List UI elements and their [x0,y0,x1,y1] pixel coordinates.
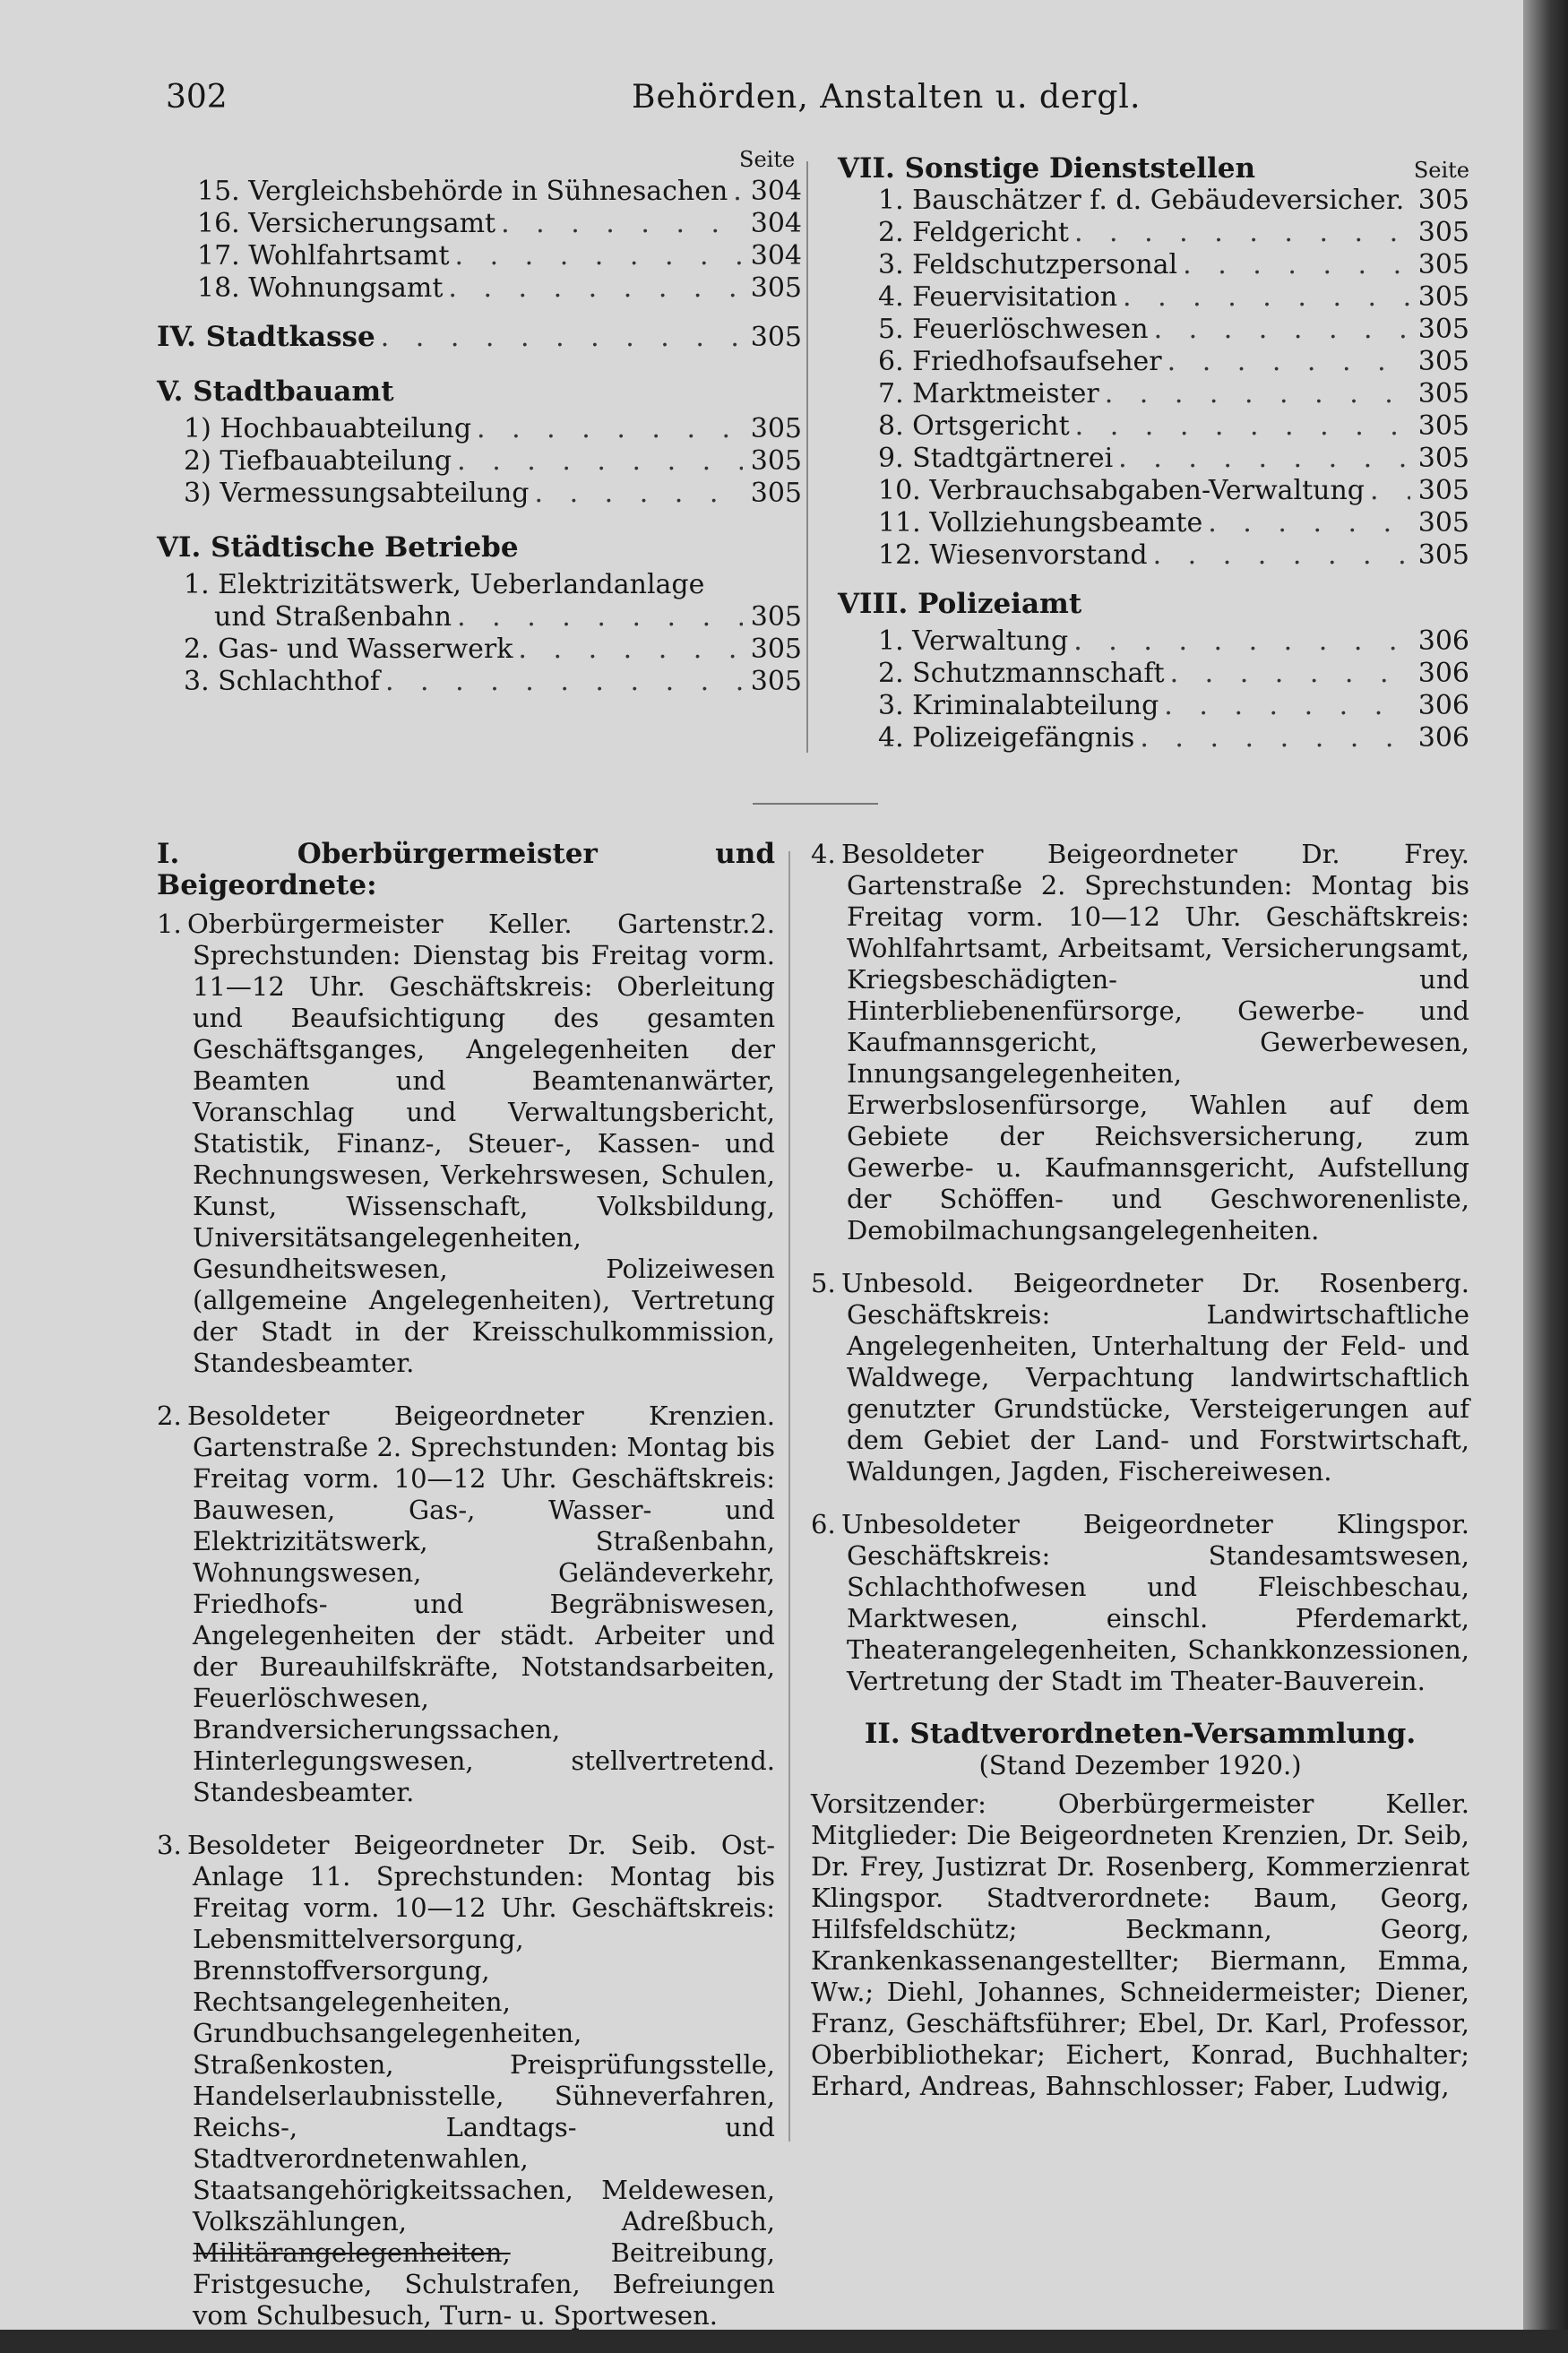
section-separator [753,803,878,805]
entry-text: Besoldeter Beigeordneter Dr. Frey. Gartenstraße 2. Sprechstunden: Montag bis Freitag vorm. 10—12 Uhr. Geschäftskreis: Wohlfahrtsamt, Arbeitsamt, Versicherungsamt, Kriegsbeschädigten- und Hinterbliebenenfürsorge, Gewerbe- und Kaufmannsgericht, Gewerbewesen, Innungsangelegenheiten, Erwerbslosenfürsorge, Wahlen auf dem Gebiete der Reichsversicherung, zum Gewerbe- u. Kaufmannsgericht, Aufstellung der Schöffen- und Geschworenenliste, Demobilmachungsangelegenheiten. [841,839,1469,1245]
entry [157,909,775,1379]
entry-text: Unbesold. Beigeordneter Dr. Rosenberg. Geschäftskreis: Landwirtschaftliche Angelegenheiten, Unterhaltung der Feld- und Waldwege, Verpachtung landwirtschaftlich genutzter Grundstücke, Versteigerungen auf dem Gebiet der Land- und Forstwirtschaft, Waldungen, Jagden, Fischereiwesen. [841,1268,1469,1487]
toc-section-stadtkasse: IV. Stadtkasse . . . 305 [157,321,802,354]
toc-right-column [838,152,1469,754]
entry-number: 2. [157,1401,182,1431]
toc-row: 17. Wohlfahrtsamt . . . 304 [197,240,802,272]
entry-text: Beitreibung, Fristgesuche, Schulstrafen, Befreiungen vom Schulbesuch, Turn- u. Sportwesen. [193,2237,775,2331]
toc-row: 2. Feldgericht . . . 305 [878,217,1469,249]
toc-row: 3. Kriminalabteilung . . . 306 [878,690,1469,722]
entry-number: 6. [811,1509,836,1539]
toc-row: 4. Feuervisitation . . . 305 [878,281,1469,314]
toc-row: 11. Vollziehungsbeamte . . . 305 [878,507,1469,539]
page-header [157,79,1469,124]
toc-row: 3) Vermessungsabteilung . . . 305 [184,478,802,510]
toc-section-polizeiamt: VIII. Polizeiamt [838,588,1082,620]
struck-text: Militärangelegenheiten, [193,2237,511,2268]
running-title: Behörden, Anstalten u. dergl. [632,79,1142,116]
table-of-contents [157,147,1469,780]
toc-row: 1. Bauschätzer f. d. Gebäudeversicher. . . . 305 [878,185,1469,217]
toc-row: 8. Ortsgericht . . . 305 [878,410,1469,443]
entry-text: Besoldeter Beigeordneter Krenzien. Gartenstraße 2. Sprechstunden: Montag bis Freitag vorm. 10—12 Uhr. Geschäftskreis: Bauwesen, Gas-, Wasser- und Elektrizitätswerk, Straßenbahn, Wohnungswesen, Geländeverkehr, Friedhofs- und Begräbniswesen, Angelegenheiten der städt. Arbeiter und der Bureauhilfskräfte, Notstandsarbeiten, Feuerlöschwesen, Brandversicherungssachen, Hinterlegungswesen, stellvertretend. Standesbeamter. [187,1401,775,1807]
toc-row: 2. Gas- und Wasserwerk . . . 305 [184,634,802,666]
body-text [157,833,1469,2331]
column-divider [806,161,808,753]
toc-row: 18. Wohnungsamt . . . 305 [197,272,802,305]
entry [811,1509,1469,1697]
entry [157,1830,775,2331]
section-subheading: (Stand Dezember 1920.) [978,1750,1302,1780]
page-number: 302 [166,79,228,116]
book-spine-shadow [1523,0,1568,2330]
entry-number: 5. [811,1268,836,1298]
entry [811,1268,1469,1487]
toc-section-betriebe: VI. Städtische Betriebe [157,531,519,564]
toc-row: 1) Hochbauabteilung . . . 305 [184,413,802,445]
toc-left-column [157,147,802,698]
entry-number: 4. [811,839,836,869]
entry-text: Unbesoldeter Beigeordneter Klingspor. Geschäftskreis: Standesamtswesen, Schlachthofwesen und Fleischbeschau, Marktwesen, einschl. Pferdemarkt, Theaterangelegenheiten, Schankkonzessionen, Vertretung der Stadt im Theater-Bauverein. [841,1509,1469,1696]
seite-heading: Seite [739,147,796,172]
body-left-column [157,833,775,2353]
body-right-column [811,833,1469,2102]
column-divider [788,851,790,2142]
toc-row: 7. Marktmeister . . . 305 [878,378,1469,410]
toc-row: 1. Verwaltung . . . 306 [878,625,1469,658]
toc-row: 15. Vergleichsbehörde in Sühnesachen . . . 304 [197,176,802,208]
section-heading: II. Stadtverordneten-Versammlung. [864,1718,1417,1750]
toc-row: 3. Schlachthof . . . 305 [184,666,802,698]
toc-row: 16. Versicherungsamt . . . 304 [197,208,802,240]
toc-row: 10. Verbrauchsabgaben-Verwaltung . . . 305 [878,475,1469,507]
entry-text: Besoldeter Beigeordneter Dr. Seib. Ost-Anlage 11. Sprechstunden: Montag bis Freitag vorm. 10—12 Uhr. Geschäftskreis: Lebensmittelversorgung, Brennstoffversorgung, Rechtsangelegenheiten, Grundbuchsangelegenheiten, Straßenkosten, Preisprüfungsstelle, Handelserlaubnisstelle, Sühneverfahren, Reichs-, Landtags- und Stadtverordnetenwahlen, Staatsangehörigkeitssachen, Meldewesen, Volkszählungen, Adreßbuch, [187,1830,775,2237]
members-list: Vorsitzender: Oberbürgermeister Keller. Mitglieder: Die Beigeordneten Krenzien, Dr. Seib, Dr. Frey, Justizrat Dr. Rosenberg, Kommerzienrat Klingspor. Stadtverordnete: Baum, Georg, Hilfsfeldschütz; Beckmann, Georg, Krankenkassenangestellter; Biermann, Emma, Ww.; Diehl, Johannes, Schneidermeister; Diener, Franz, Geschäftsführer; Ebel, Dr. Karl, Professor, Oberbibliothekar; Eichert, Konrad, Buchhalter; Erhard, Andreas, Bahnschlosser; Faber, Ludwig, [811,1788,1469,2101]
toc-row: 2. Schutzmannschaft . . . 306 [878,658,1469,690]
entry-number: 1. [157,909,182,939]
toc-section-stadtbauamt: V. Stadtbauamt [157,375,394,408]
toc-row: 2) Tiefbauabteilung . . . 305 [184,445,802,478]
toc-row: 3. Feldschutzpersonal . . . 305 [878,249,1469,281]
seite-heading: Seite [1413,158,1469,183]
entry [811,839,1469,1246]
toc-row: und Straßenbahn . . . 305 [184,601,802,634]
toc-row: 5. Feuerlöschwesen . . . 305 [878,314,1469,346]
entry [157,1401,775,1808]
toc-row: 6. Friedhofsaufseher . . . 305 [878,346,1469,378]
toc-row: 4. Polizeigefängnis . . . 306 [878,722,1469,754]
toc-section-sonstige: VII. Sonstige Dienststellen [838,152,1255,185]
toc-row: 12. Wiesenvorstand . . . 305 [878,539,1469,572]
entry-text: Oberbürgermeister Keller. Gartenstr.2. Sprechstunden: Dienstag bis Freitag vorm. 11—12 Uhr. Geschäftskreis: Oberleitung und Beaufsichtigung des gesamten Geschäftsganges, Angelegenheiten der Beamten und Beamtenanwärter, Voranschlag und Verwaltungsbericht, Statistik, Finanz-, Steuer-, Kassen- und Rechnungswesen, Verkehrswesen, Schulen, Kunst, Wissenschaft, Volksbildung, Universitätsangelegenheiten, Gesundheitswesen, Polizeiwesen (allgemeine Angelegenheiten), Vertretung der Stadt in der Kreisschulkommission, Standesbeamter. [187,909,775,1378]
section-heading: I. Oberbürgermeister und Beigeordnete: [157,838,775,901]
entry-number: 3. [157,1830,182,1860]
toc-row: 1. Elektrizitätswerk, Ueberlandanlage [184,569,705,600]
toc-row: 9. Stadtgärtnerei . . . 305 [878,443,1469,475]
